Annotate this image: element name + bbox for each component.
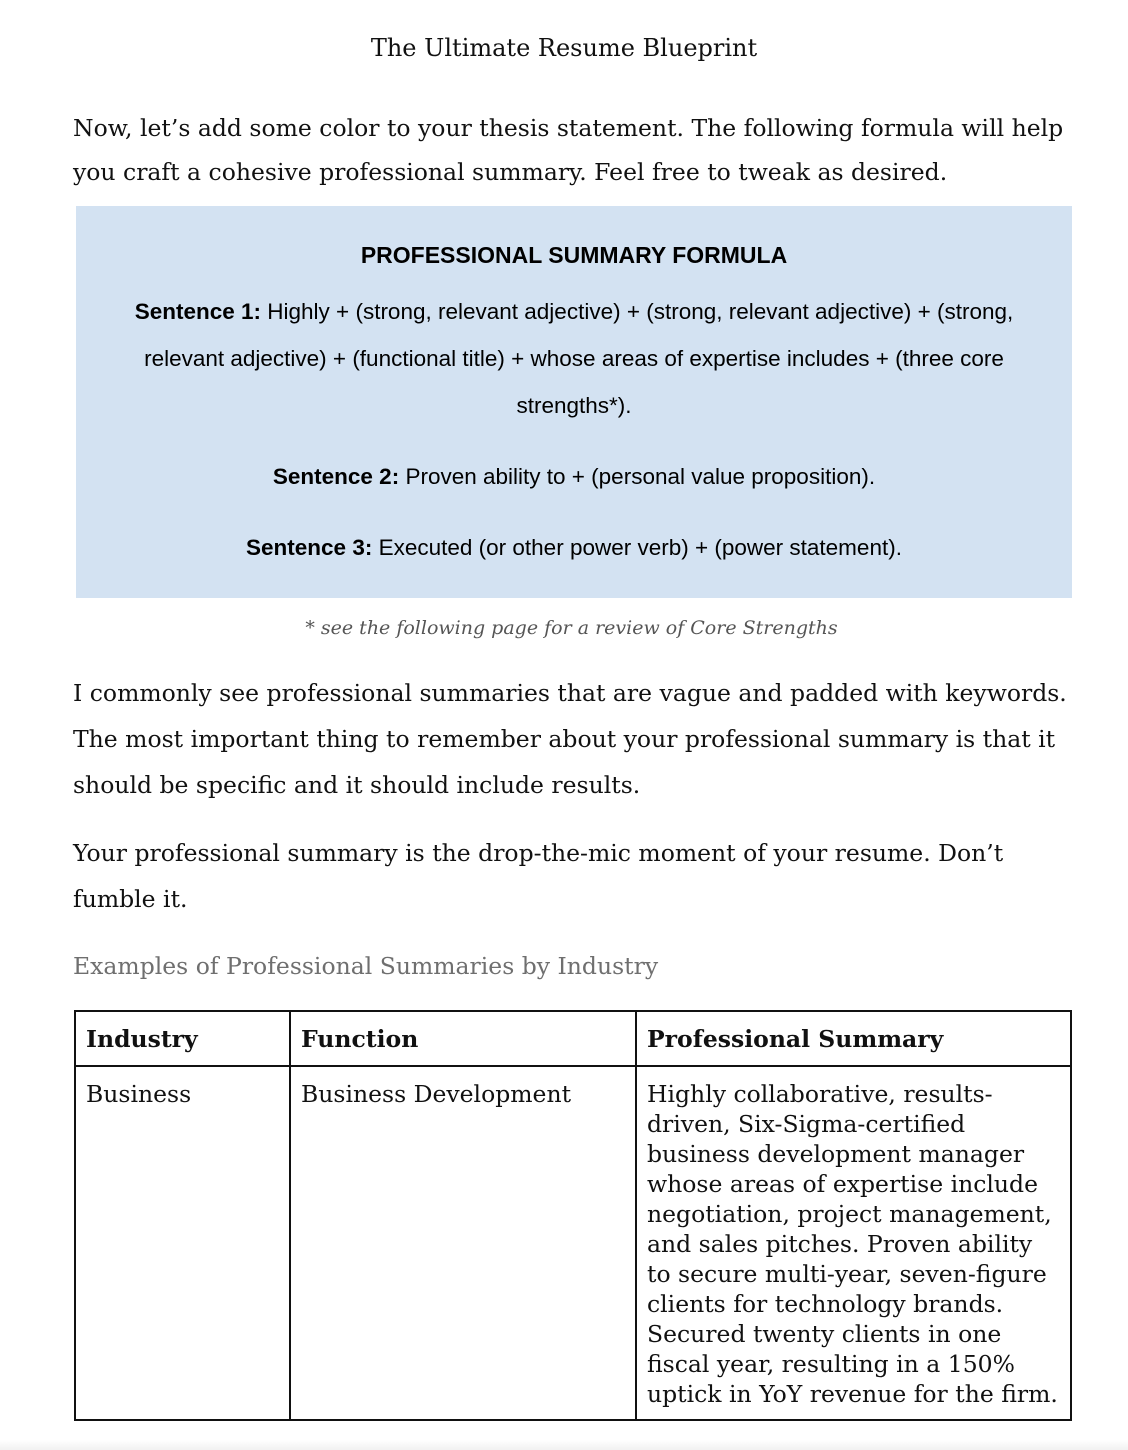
examples-heading: Examples of Professional Summaries by Industry bbox=[73, 952, 659, 980]
cell-industry: Business bbox=[75, 1066, 290, 1420]
examples-table bbox=[74, 1010, 1072, 1421]
column-header-industry: Industry bbox=[75, 1011, 290, 1066]
cell-summary: Highly collaborative, results-driven, Six-Sigma-certified business development manager whose areas of expertise include negotiation, project management, and sales pitches. Proven ability to secure multi-year, seven-figure clients for technology brands. Secured twenty clients in one fiscal year, resulting in a 150% uptick in YoY revenue for the firm. bbox=[636, 1066, 1071, 1420]
sentence-label: Sentence 3: bbox=[246, 535, 373, 560]
formula-box bbox=[76, 206, 1072, 598]
intro-paragraph: Now, let’s add some color to your thesis statement. The following formula will help you craft a cohesive professional summary. Feel free to tweak as desired. bbox=[73, 114, 1064, 186]
formula-sentence-1 bbox=[96, 288, 1052, 429]
sentence-text: Highly + (strong, relevant adjective) + (strong, relevant adjective) + (strong, relevant adjective) + (functional title) + whose areas of expertise includes + (three core strengths*). bbox=[144, 299, 1014, 418]
sentence-label: Sentence 1: bbox=[134, 299, 262, 324]
sentence-text: Proven ability to + (personal value proposition). bbox=[399, 464, 876, 489]
cell-function: Business Development bbox=[290, 1066, 636, 1420]
page-bottom-edge bbox=[0, 1440, 1128, 1450]
formula-sentence-3 bbox=[96, 524, 1052, 571]
table-header-row bbox=[75, 1011, 1071, 1066]
formula-heading: PROFESSIONAL SUMMARY FORMULA bbox=[360, 242, 788, 268]
column-header-function: Function bbox=[290, 1011, 636, 1066]
sentence-text: Executed (or other power verb) + (power statement). bbox=[372, 535, 902, 560]
footnote: * see the following page for a review of Core Strengths bbox=[305, 617, 838, 639]
sentence-label: Sentence 2: bbox=[272, 464, 400, 489]
formula-sentence-2 bbox=[96, 453, 1052, 500]
body-paragraph: Your professional summary is the drop-the-mic moment of your resume. Don’t fumble it. bbox=[73, 839, 1004, 913]
body-paragraph: I commonly see professional summaries that are vague and padded with keywords. The most important thing to remember about your professional summary is that it should be specific and it should include results. bbox=[73, 679, 1067, 799]
column-header-summary: Professional Summary bbox=[636, 1011, 1071, 1066]
document-title: The Ultimate Resume Blueprint bbox=[370, 34, 758, 62]
table-row bbox=[75, 1066, 1071, 1420]
